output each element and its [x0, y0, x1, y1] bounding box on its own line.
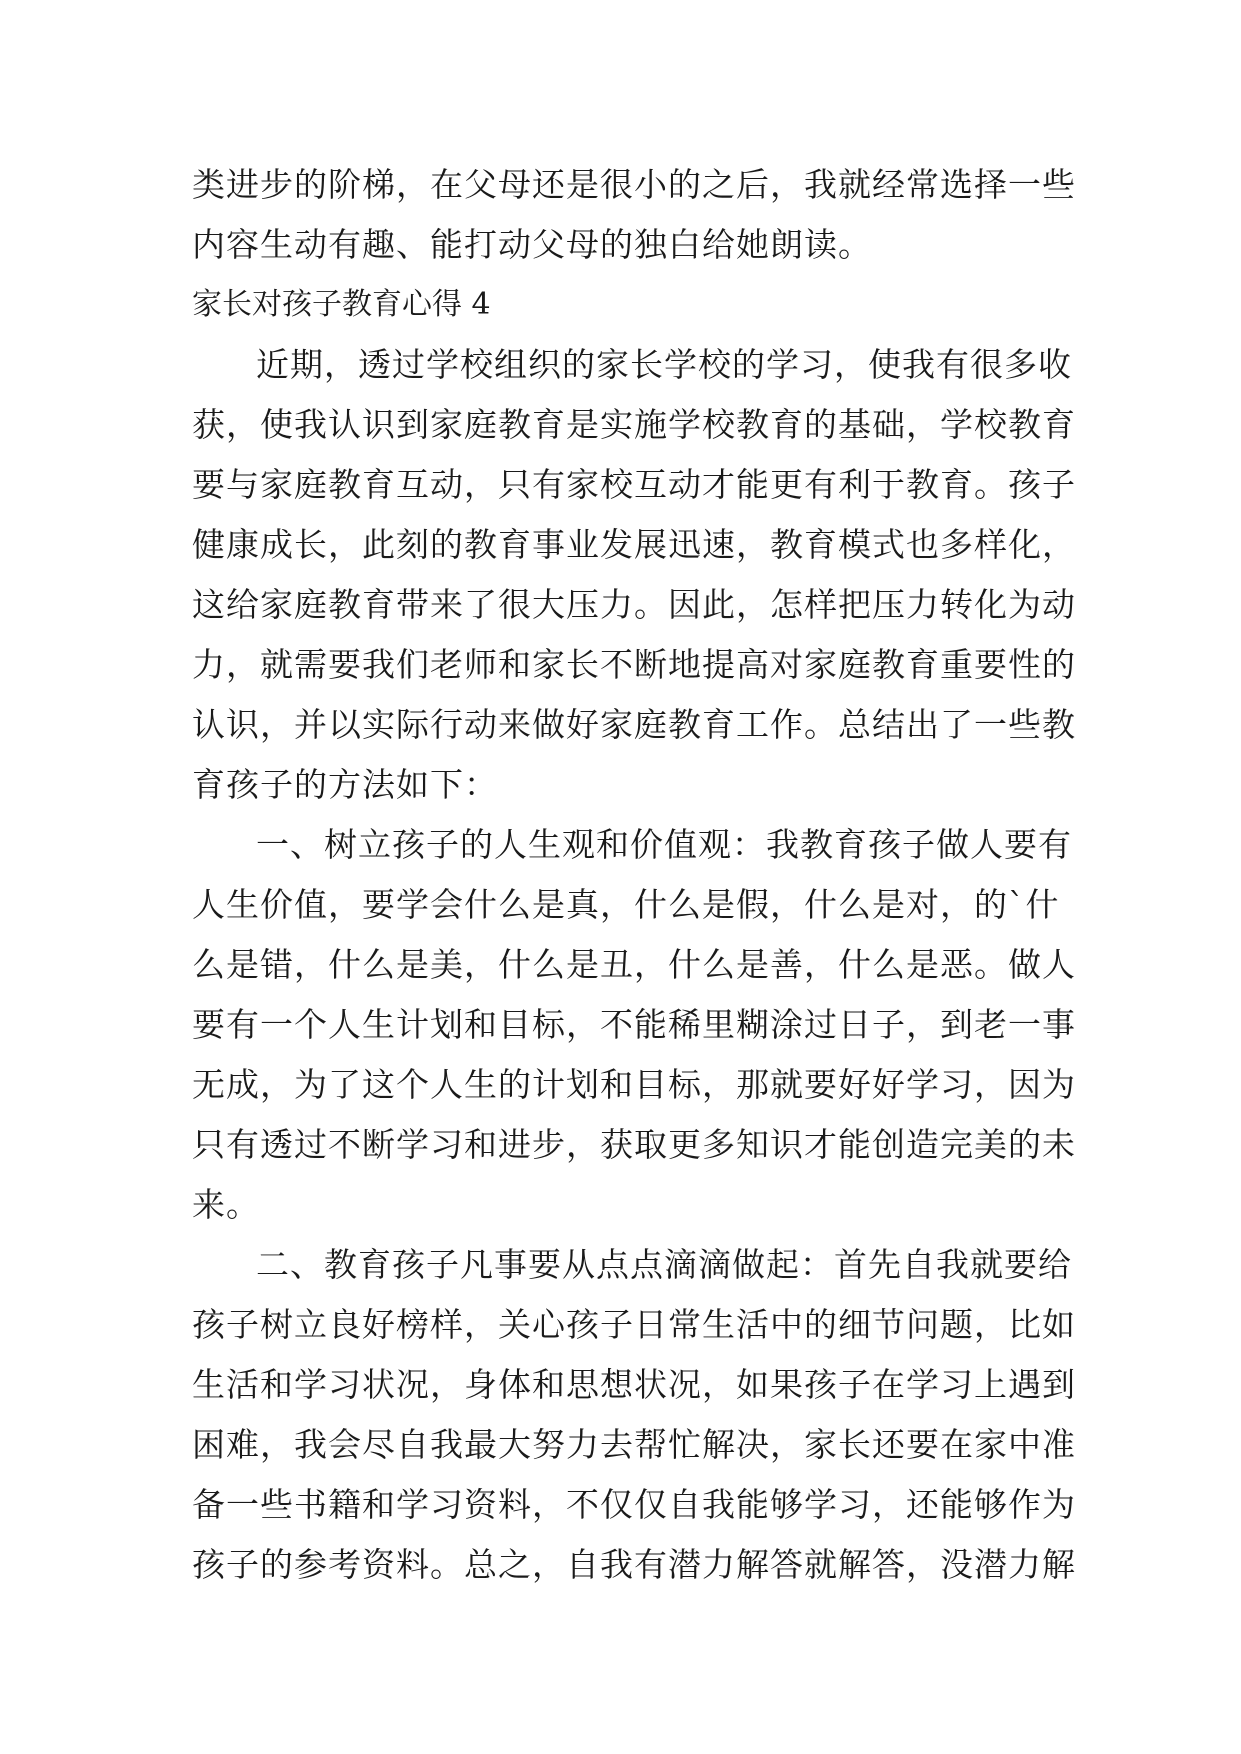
text-line: 来。	[192, 1185, 260, 1224]
text-line: 力，就需要我们老师和家长不断地提高对家庭教育重要性的	[192, 645, 1076, 684]
text-line: 孩子的参考资料。总之，自我有潜力解答就解答，没潜力解	[192, 1545, 1076, 1584]
text-line: 人生价值，要学会什么是真，什么是假，什么是对，的`什	[192, 885, 1060, 924]
text-line: 孩子树立良好榜样，关心孩子日常生活中的细节问题，比如	[192, 1305, 1076, 1344]
paragraph-first-line: 二、教育孩子凡事要从点点滴滴做起：首先自我就要给	[256, 1245, 1072, 1284]
paragraph-first-line: 一、树立孩子的人生观和价值观：我教育孩子做人要有	[256, 825, 1072, 864]
text-line: 获，使我认识到家庭教育是实施学校教育的基础，学校教育	[192, 405, 1076, 444]
text-line: 育孩子的方法如下：	[192, 765, 498, 804]
text-line: 无成，为了这个人生的计划和目标，那就要好好学习，因为	[192, 1065, 1076, 1104]
text-line: 么是错，什么是美，什么是丑，什么是善，什么是恶。做人	[192, 945, 1076, 984]
text-line: 要有一个人生计划和目标，不能稀里糊涂过日子，到老一事	[192, 1005, 1076, 1044]
text-line: 内容生动有趣、能打动父母的独白给她朗读。	[192, 225, 872, 264]
text-line: 困难，我会尽自我最大努力去帮忙解决，家长还要在家中准	[192, 1425, 1076, 1464]
text-line: 只有透过不断学习和进步，获取更多知识才能创造完美的未	[192, 1125, 1076, 1164]
text-line: 健康成长，此刻的教育事业发展迅速，教育模式也多样化，	[192, 525, 1076, 564]
text-line: 认识，并以实际行动来做好家庭教育工作。总结出了一些教	[192, 705, 1076, 744]
text-line: 生活和学习状况，身体和思想状况，如果孩子在学习上遇到	[192, 1365, 1076, 1404]
text-line: 备一些书籍和学习资料，不仅仅自我能够学习，还能够作为	[192, 1485, 1076, 1524]
section-heading: 家长对孩子教育心得 4	[192, 287, 491, 322]
text-line: 要与家庭教育互动，只有家校互动才能更有利于教育。孩子	[192, 465, 1076, 504]
text-line: 这给家庭教育带来了很大压力。因此，怎样把压力转化为动	[192, 585, 1076, 624]
paragraph-first-line: 近期，透过学校组织的家长学校的学习，使我有很多收	[256, 345, 1072, 384]
text-line: 类进步的阶梯，在父母还是很小的之后，我就经常选择一些	[192, 165, 1076, 204]
